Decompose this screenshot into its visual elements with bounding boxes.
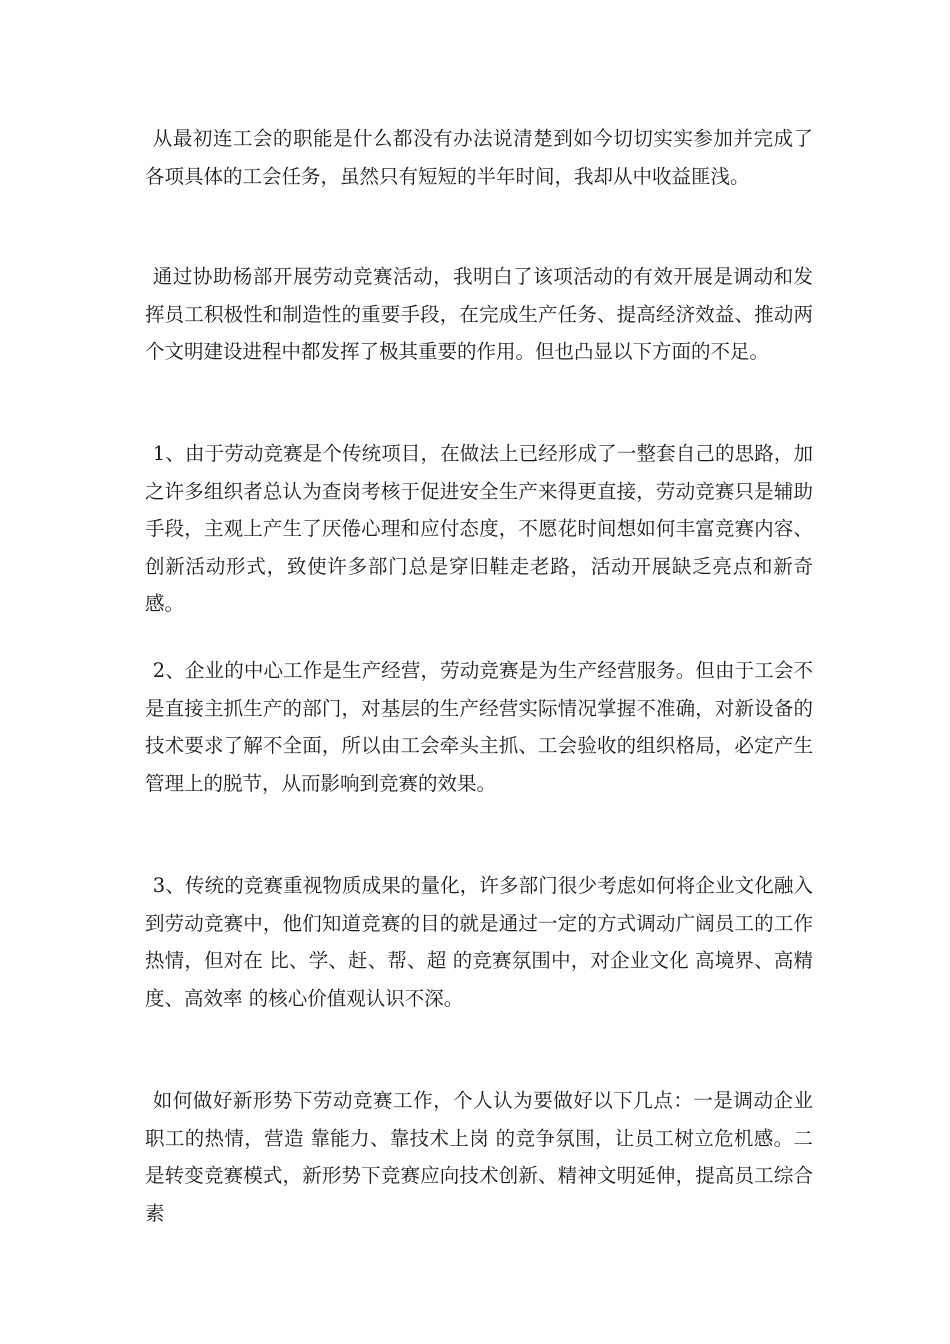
paragraph-4: 2、企业的中心工作是生产经营，劳动竞赛是为生产经营服务。但由于工会不是直接主抓生产的部门，对基层的生产经营实际情况掌握不准确，对新设备的技术要求了解不全面，所以由工会牵头主抓、工会验收的组织格局，必定产生管理上的脱节，从而影响到竞赛的效果。 <box>145 659 813 795</box>
paragraph-6: 如何做好新形势下劳动竞赛工作，个人认为要做好以下几点：一是调动企业职工的热情，营造 靠能力、靠技术上岗 的竞争氛围，让员工树立危机感。二是转变竞赛模式，新形势下竞赛应向技术创新、精神文明延伸，提高员工综合素 <box>145 1089 813 1225</box>
paragraph-1: 从最初连工会的职能是什么都没有办法说清楚到如今切切实实参加并完成了各项具体的工会任务，虽然只有短短的半年时间，我却从中收益匪浅。 <box>145 127 813 188</box>
paragraph-2: 通过协助杨部开展劳动竞赛活动，我明白了该项活动的有效开展是调动和发挥员工积极性和制造性的重要手段，在完成生产任务、提高经济效益、推动两个文明建设进程中都发挥了极其重要的作用。但也凸显以下方面的不足。 <box>145 265 813 363</box>
paragraph-5: 3、传统的竞赛重视物质成果的量化，许多部门很少考虑如何将企业文化融入到劳动竞赛中，他们知道竞赛的目的就是通过一定的方式调动广阔员工的工作热情，但对在 比、学、赶、帮、超 的竞赛氛围中，对企业文化 高境界、高精度、高效率 的核心价值观认识不深。 <box>145 874 813 1010</box>
paragraph-3: 1、由于劳动竞赛是个传统项目，在做法上已经形成了一整套自己的思路，加之许多组织者总认为查岗考核于促进安全生产来得更直接，劳动竞赛只是辅助手段，主观上产生了厌倦心理和应付态度，不愿花时间想如何丰富竞赛内容、创新活动形式，致使许多部门总是穿旧鞋走老路，活动开展缺乏亮点和新奇感。 <box>145 442 813 615</box>
